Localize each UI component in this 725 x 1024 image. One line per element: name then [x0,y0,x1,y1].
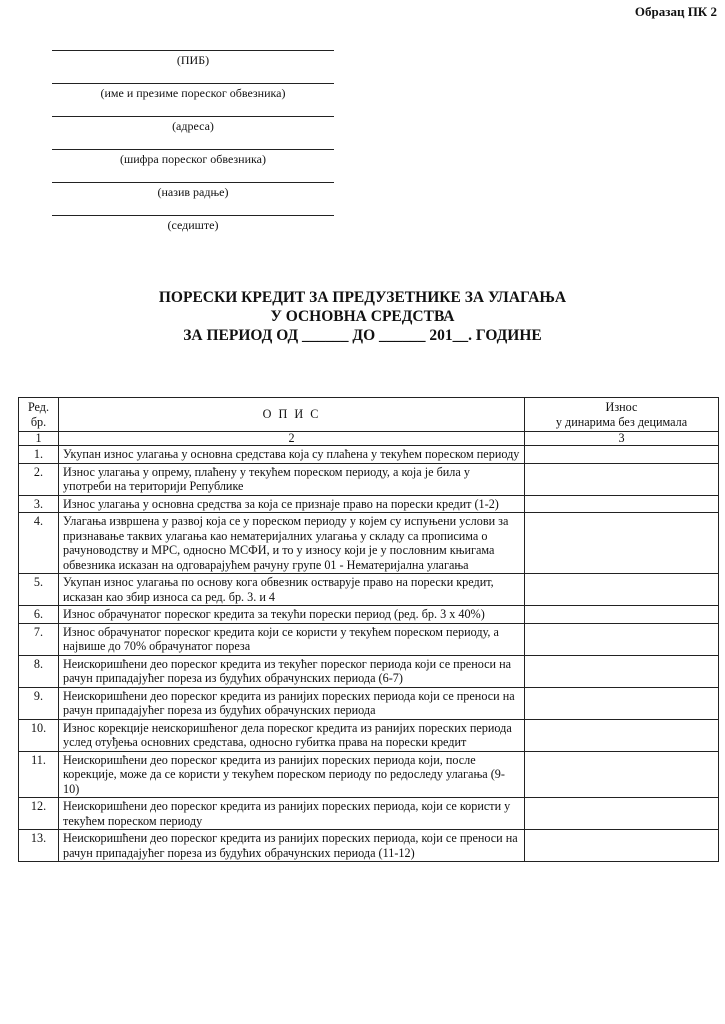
row-description: Неискоришћени део пореског кредита из текућег пореског периода који се преноси на рачун припадајућег пореза из будућих обрачунских периода (6-7) [59,655,525,687]
table-row [19,513,719,574]
row-description: Неискоришћени део пореског кредита из ранијих пореских периода, који се преноси на рачун припадајућег пореза из будућих обрачунских периода (11-12) [59,830,525,862]
row-description: Неискоришћени део пореског кредита из ранијих пореских периода који, после корекције, може да се користи у текућем пореском периоду по редоследу улагања (9-10) [59,751,525,798]
address-caption: (адреса) [172,119,214,133]
taxpayer-name-caption: (име и презиме пореског обвезника) [100,86,286,100]
amount-header: Износ у динарима без децимала [525,398,719,432]
column-index-1: 1 [19,432,59,446]
row-description: Укупан износ улагања у основна средстава која су плаћена у текућем пореском периоду [59,446,525,464]
column-index-2: 2 [59,432,525,446]
amount-cell[interactable] [525,830,719,862]
shop-name-field[interactable] [52,182,334,215]
row-number: 9. [19,687,59,719]
row-description: Износ улагања у основна средства за која се признаје право на порески кредит (1-2) [59,495,525,513]
table-row [19,687,719,719]
taxpayer-fields [52,50,334,248]
row-number: 2. [19,463,59,495]
amount-cell[interactable] [525,495,719,513]
row-number: 8. [19,655,59,687]
tax-credit-table [18,397,719,862]
table-row [19,830,719,862]
column-index-3: 3 [525,432,719,446]
description-header: О П И С [59,398,525,432]
amount-cell[interactable] [525,751,719,798]
row-description: Неискоришћени део пореског кредита из ранијих пореских периода који се преноси на рачун припадајућег пореза из будућих обрачунских периода [59,687,525,719]
table-row [19,655,719,687]
table-header-row [19,398,719,432]
table-row [19,751,719,798]
table-row [19,719,719,751]
title-line-1: ПОРЕСКИ КРЕДИТ ЗА ПРЕДУЗЕТНИКЕ ЗА УЛАГАЊА [158,289,567,306]
amount-cell[interactable] [525,655,719,687]
form-title [0,288,725,345]
row-number: 13. [19,830,59,862]
table-row [19,606,719,624]
amount-cell[interactable] [525,687,719,719]
table-row [19,623,719,655]
shop-name-caption: (назив радње) [157,185,229,199]
amount-cell[interactable] [525,463,719,495]
taxpayer-name-field[interactable] [52,83,334,116]
seat-field[interactable] [52,215,334,248]
amount-cell[interactable] [525,798,719,830]
column-index-row [19,432,719,446]
address-field[interactable] [52,116,334,149]
row-description: Неискоришћени део пореског кредита из ранијих пореских периода, који се користи у текућем пореском периоду [59,798,525,830]
table-row [19,463,719,495]
table-row [19,574,719,606]
taxpayer-code-caption: (шифра пореског обвезника) [119,152,266,166]
row-number-header: Ред. бр. [19,398,59,432]
amount-cell[interactable] [525,513,719,574]
row-number: 5. [19,574,59,606]
row-number: 7. [19,623,59,655]
table-row [19,446,719,464]
row-description: Укупан износ улагања по основу кога обвезник остварује право на порески кредит, исказан као збир износа са ред. бр. 3. и 4 [59,574,525,606]
title-line-3: ЗА ПЕРИОД ОД ______ ДО ______ 201__. ГОДИНЕ [183,327,542,344]
title-line-2: У ОСНОВНА СРЕДСТВА [270,308,455,325]
row-description: Износ корекције неискоришћеног дела пореског кредита из ранијих пореских периода услед отуђења основних средстава, односно губитка права на порески кредит [59,719,525,751]
row-number: 6. [19,606,59,624]
row-number: 1. [19,446,59,464]
table-row [19,495,719,513]
pib-field[interactable] [52,50,334,83]
table-row [19,798,719,830]
taxpayer-code-field[interactable] [52,149,334,182]
amount-cell[interactable] [525,623,719,655]
amount-cell[interactable] [525,574,719,606]
amount-cell[interactable] [525,719,719,751]
row-number: 10. [19,719,59,751]
row-number: 11. [19,751,59,798]
amount-cell[interactable] [525,446,719,464]
amount-cell[interactable] [525,606,719,624]
row-number: 4. [19,513,59,574]
row-description: Износ обрачунатог пореског кредита за текући порески период (ред. бр. 3 x 40%) [59,606,525,624]
row-number: 12. [19,798,59,830]
row-description: Улагања извршена у развој која се у пореском периоду у којем су испуњени услови за признавање таквих улагања као нематеријалних улагања у складу са прописима о рачуноводству и МРС, односно МСФИ, и то у износу који је у пословним књигама обвезника исказан на одговарајућем рачуну групе 01 - Нематеријална улагања [59,513,525,574]
row-description: Износ улагања у опрему, плаћену у текућем пореском периоду, а која је била у употреби на територији Републике [59,463,525,495]
table-body [19,446,719,862]
row-description: Износ обрачунатог пореског кредита који се користи у текућем пореском периоду, а највише до 70% обрачунатог пореза [59,623,525,655]
seat-caption: (седиште) [167,218,219,232]
form-code: Образац ПК 2 [634,4,717,19]
row-number: 3. [19,495,59,513]
pib-caption: (ПИБ) [176,53,210,67]
